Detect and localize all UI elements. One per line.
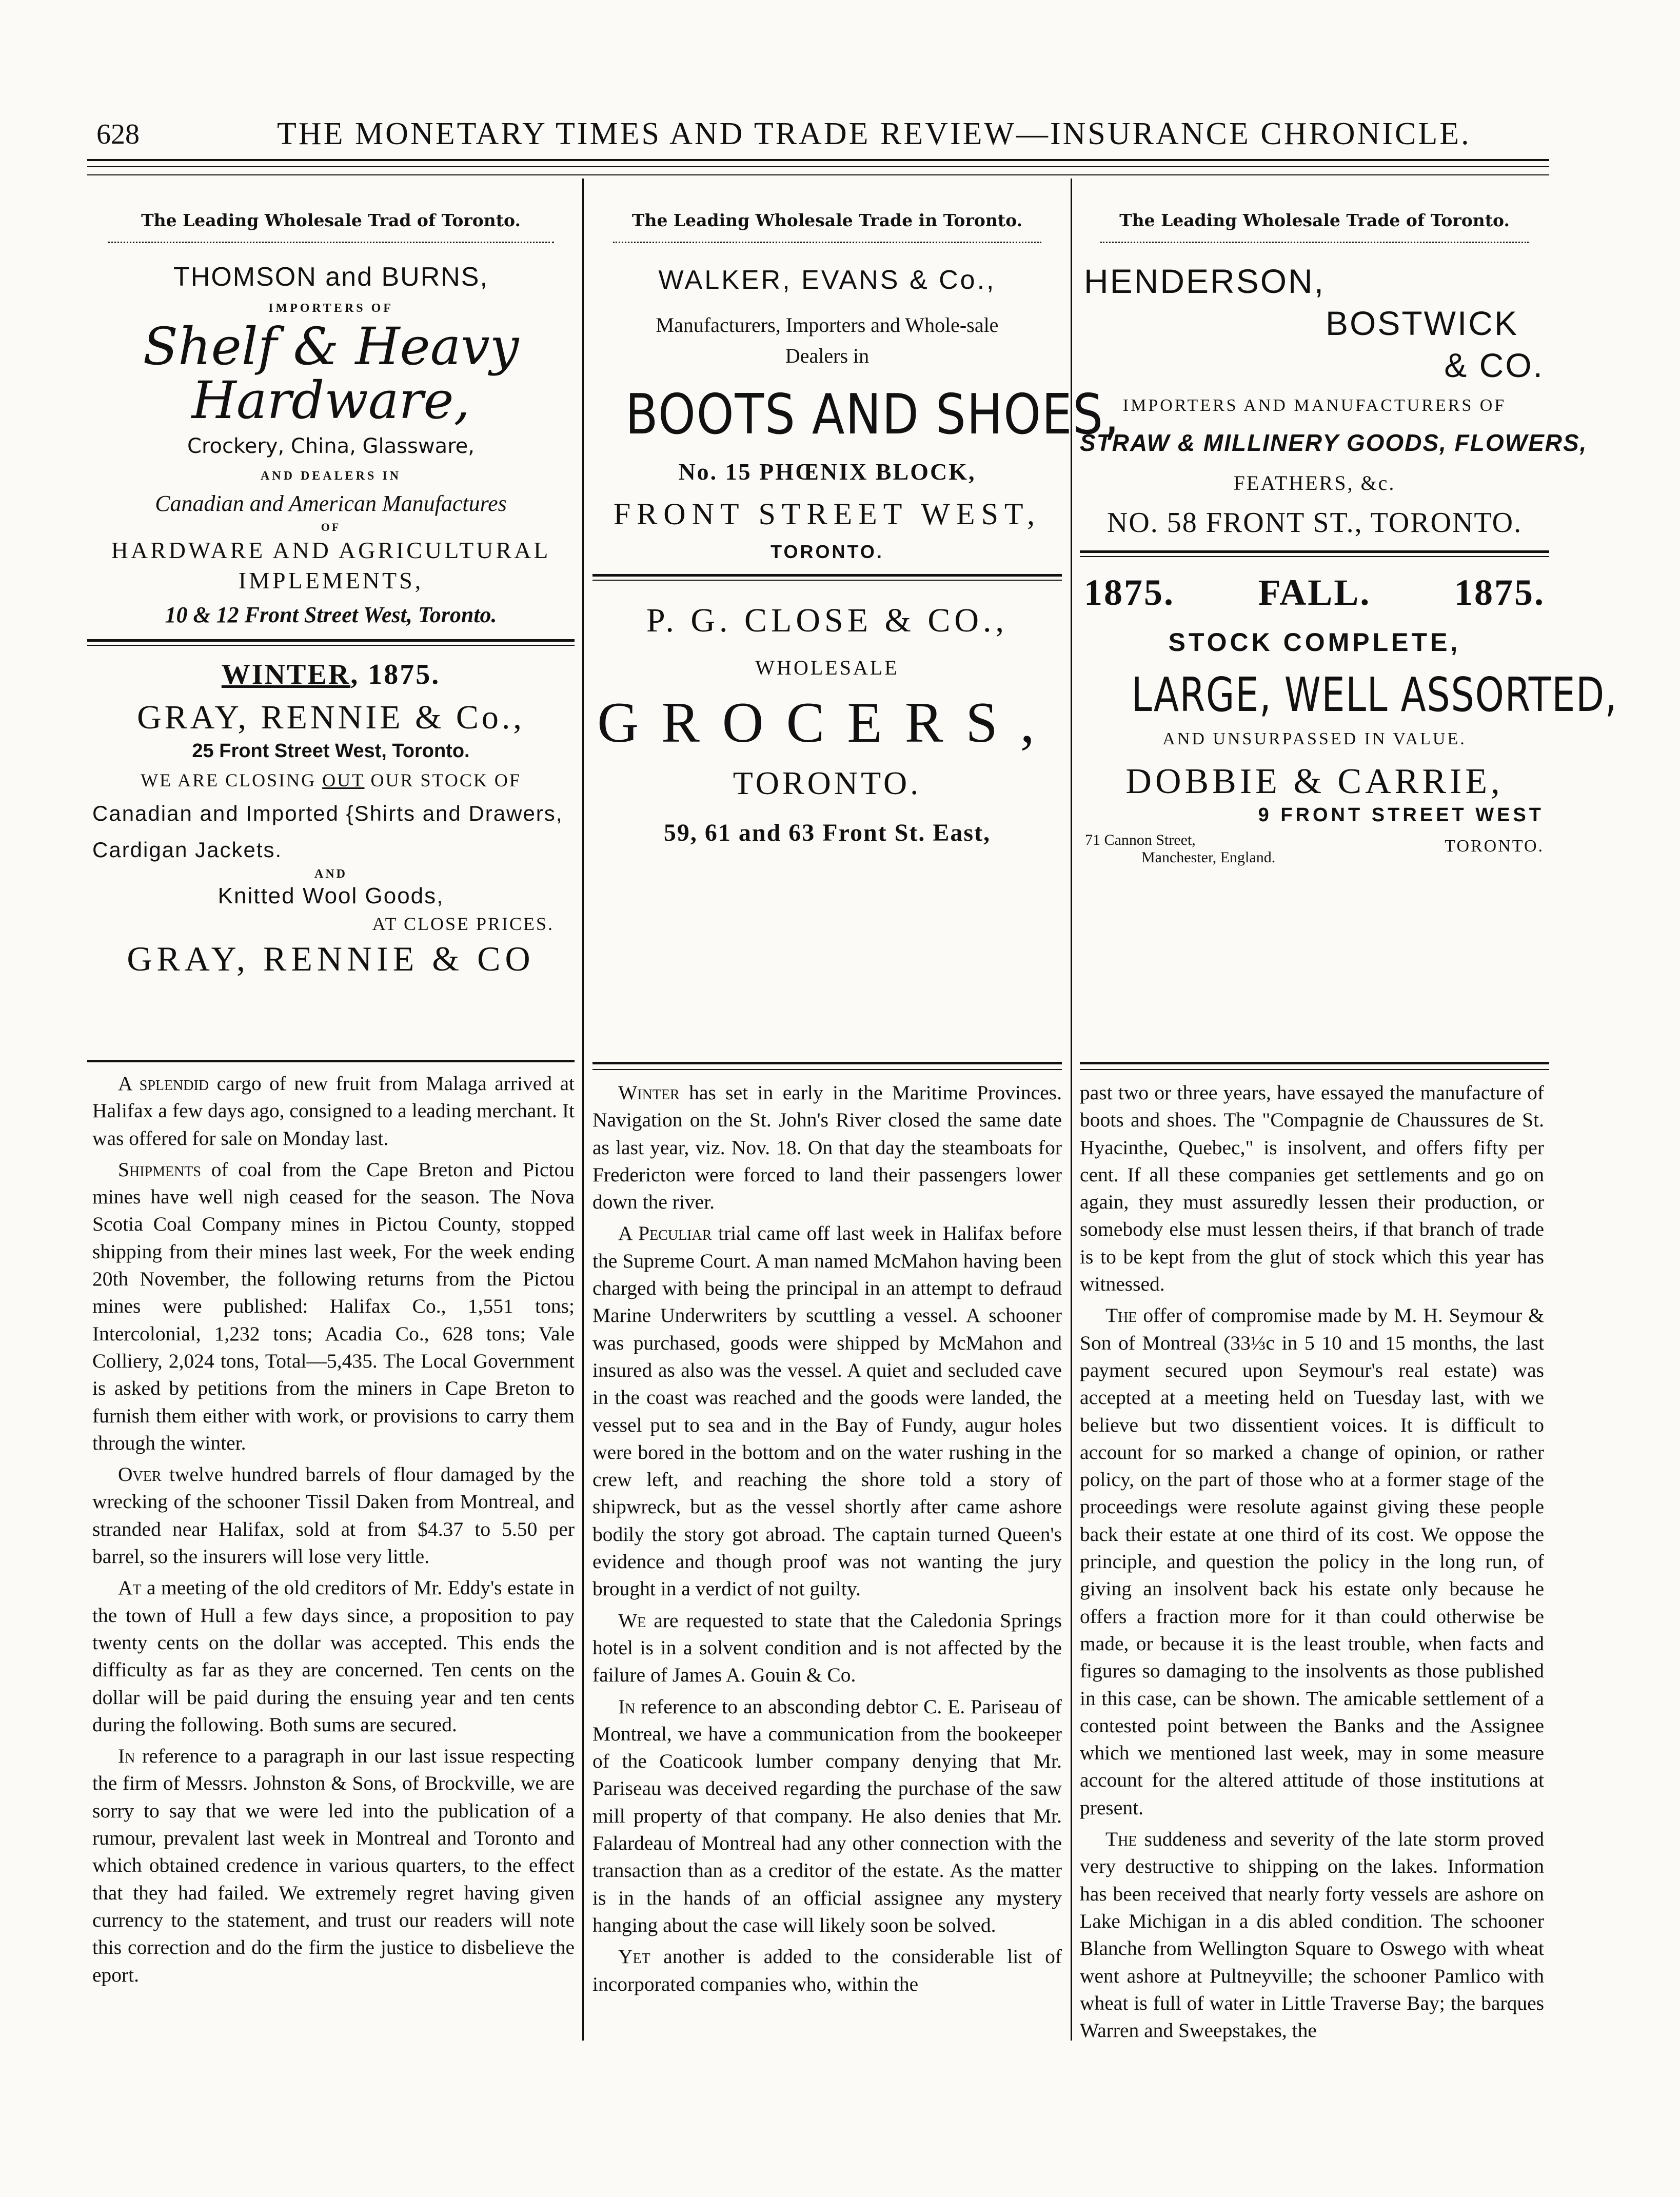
ornamental-rule bbox=[1100, 242, 1529, 243]
ad-headline: Shelf & Heavy Hardware, bbox=[143, 316, 519, 430]
ad-notice-part: WE ARE CLOSING bbox=[141, 770, 323, 791]
ad-divider bbox=[1080, 556, 1549, 557]
paragraph-lead: A splendid bbox=[118, 1072, 209, 1095]
ad-divider bbox=[87, 645, 575, 646]
ad-dobbie-carrie bbox=[1080, 571, 1618, 873]
paragraph-text: cargo of new fruit from Malaga arrived at Halifax a few days ago, consigned to a leading merchant. It was offered for sale on Monday last. bbox=[92, 1072, 575, 1150]
paragraph-text: are requested to state that the Caledonia Springs hotel is in a solvent condition and is not affected by the failure of James A. Gouin & Co. bbox=[592, 1609, 1062, 1687]
ad-subhead: IMPORTERS OF bbox=[268, 302, 393, 315]
paragraph-lead: The bbox=[1105, 1304, 1137, 1327]
ad-subhead: WHOLESALE bbox=[755, 656, 899, 679]
header-rule bbox=[87, 166, 1549, 167]
ad-subhead: AND DEALERS IN bbox=[260, 469, 402, 483]
paragraph-lead: Yet bbox=[618, 1945, 650, 1968]
ad-column-1 bbox=[87, 180, 575, 1062]
news-paragraph bbox=[592, 1079, 1062, 1216]
ad-headline: BOOTS AND SHOES, bbox=[625, 383, 1120, 447]
ad-column-2 bbox=[592, 180, 1120, 1062]
paragraph-lead: In bbox=[118, 1745, 135, 1768]
paragraph-lead: Over bbox=[118, 1463, 162, 1486]
paragraph-text: reference to an absconding debtor C. E. Pariseau of Montreal, we have a communication from the bookeeper of the Coaticook lumber company denying that Mr. Pariseau was deceived regarding the purchase of the saw mill property of that company. He also denies that Mr. Falardeau of Montreal had any other connection with the transaction than as a creditor of the estate. As the matter is in the hands of an official assignee any mystery hanging about the case will likely soon be solved. bbox=[592, 1695, 1062, 1936]
ad-notice bbox=[87, 769, 575, 791]
header-rule bbox=[87, 174, 1549, 175]
ad-goods: Knitted Wool Goods, bbox=[218, 883, 444, 908]
ad-headline: GROCERS, bbox=[597, 691, 1057, 755]
news-column-3 bbox=[1080, 1079, 1544, 2048]
ad-pg-close bbox=[592, 601, 1062, 847]
ad-firm-name: GRAY, RENNIE & CO bbox=[127, 939, 535, 978]
ad-walker-evans bbox=[592, 265, 1120, 563]
paragraph-text: trial came off last week in Halifax before the Supreme Court. A man named McMahon having been charged with being the principal in an attempt to defraud Marine Underwriters by scuttling a vessel. A schooner was purchased, goods were shipped by McMahon and insured as also was the vessel. A quiet and secluded cave in the coast was reached and the goods were landed, the vessel put to sea and in the Bay of Fundy, augur holes were bored in the bottom and on the water rushing in the crew left, and reaching the shore told a story of shipwreck, but as the vessel shortly after came ashore bodily the story got abroad. The captain turned Queen's evidence and though proof was not wanting the jury brought in a verdict of not guilty. bbox=[592, 1222, 1062, 1600]
ad-firm-name: P. G. CLOSE & CO., bbox=[646, 602, 1009, 639]
section-rule bbox=[1080, 1069, 1549, 1070]
paragraph-text: twelve hundred barrels of flour damaged by the wrecking of the schooner Tissil Daken from Montreal, and stranded near Halifax, sold at from $4.37 to 5.50 per barrel, so the insurers will lose very little. bbox=[92, 1463, 575, 1568]
ad-notice-part: OUT bbox=[322, 770, 365, 791]
paragraph-text: offer of compromise made by M. H. Seymour & Son of Montreal (33⅓c in 5 10 and 15 months, the last payment secured upon Seymour's real estate) was accepted at a meeting held on Tuesday last, with we believe but two dissentient voices. It is difficult to account for so marked a change of opinion, or rather policy, on the part of those who at a former stage of the proceedings were resolute against giving these people back their estate at one third of its cost. We oppose the principle, and question the policy in the long run, of giving an insolvent back his estate only because he offers a fraction more for it than could otherwise be made, or because it is the least trouble, when facts and figures so damaging to the insolvents as those published in this case, can be shown. The amicable settlement of a contested point between the Banks and the Assignee which we mentioned last week, may in some measure account for the altered attitude of those institutions at present. bbox=[1080, 1304, 1544, 1819]
ad-notice: AT CLOSE PRICES. bbox=[372, 913, 554, 934]
ad-goods: FEATHERS, &c. bbox=[1233, 471, 1396, 494]
ad-city: TORONTO. bbox=[770, 541, 884, 562]
ad-city: TORONTO. bbox=[1445, 837, 1544, 856]
ad-season: FALL. bbox=[1258, 572, 1371, 613]
ad-goods: Canadian and Imported {Shirts and Drawers, bbox=[92, 801, 563, 826]
ad-divider bbox=[592, 574, 1062, 577]
ad-branch-line: Manchester, England. bbox=[1141, 849, 1276, 866]
ad-headline bbox=[87, 658, 575, 691]
section-rule bbox=[592, 1062, 1062, 1064]
ad-notice-part: OUR STOCK OF bbox=[364, 770, 521, 791]
news-paragraph bbox=[92, 1461, 575, 1570]
page-number: 628 bbox=[96, 118, 140, 150]
ad-address: 9 FRONT STREET WEST bbox=[1258, 804, 1544, 826]
section-rule bbox=[87, 1060, 575, 1062]
ad-subhead: AND UNSURPASSED IN VALUE. bbox=[1162, 729, 1467, 748]
ad-subhead: STOCK COMPLETE, bbox=[1168, 628, 1461, 657]
ad-branch-line: 71 Cannon Street, bbox=[1085, 832, 1196, 848]
paragraph-text: past two or three years, have essayed the manufacture of boots and shoes. The "Compagnie de Chaussures de St. Hyacinthe, Quebec," is insolvent, and offers fifty per cent. If all these companies get settlements and go on again, they must assuredly lessen their production, or somebody else must lessen theirs, if that branch of trade is to be kept from the glut of stock which this year has witnessed. bbox=[1080, 1081, 1544, 1296]
advertisement-area bbox=[87, 180, 1618, 1062]
paragraph-text: has set in early in the Maritime Provinces. Navigation on the St. John's River closed the same date as last year, viz. Nov. 18. On that day the steamboats for Fredericton were forced to land their passengers lower down the river. bbox=[592, 1081, 1062, 1214]
ad-subhead: AND bbox=[314, 867, 347, 881]
ad-headline-part: WINTER bbox=[221, 659, 351, 691]
news-paragraph bbox=[1080, 1079, 1544, 1298]
ad-address: FRONT STREET WEST, bbox=[613, 497, 1041, 531]
news-paragraph bbox=[92, 1156, 575, 1457]
news-paragraph bbox=[592, 1220, 1062, 1602]
running-title: THE MONETARY TIMES AND TRADE REVIEW—INSURANCE CHRONICLE. bbox=[277, 116, 1471, 151]
ad-goods: HARDWARE AND AGRICULTURAL bbox=[111, 537, 551, 563]
ad-address: NO. 58 FRONT ST., TORONTO. bbox=[1106, 507, 1523, 539]
ornamental-rule bbox=[108, 242, 554, 243]
paragraph-text: a meeting of the old creditors of Mr. Eddy's estate in the town of Hull a few days since, a proposition to pay twenty cents on the dollar was accepted. This ends the difficulty as far as they are concerned. Ten cents on the dollar will be paid during the ensuing year and ten cents during the following. Both sums are secured. bbox=[92, 1576, 575, 1736]
news-paragraph bbox=[592, 1943, 1062, 1998]
ad-subhead: IMPORTERS AND MANUFACTURERS OF bbox=[1122, 396, 1507, 415]
ad-goods: Crockery, China, Glassware, bbox=[187, 434, 475, 458]
ad-description: Manufacturers, Importers and Whole-sale Dealers in bbox=[656, 313, 999, 367]
ad-headline-part: , 1875. bbox=[350, 659, 441, 691]
paragraph-text: suddeness and severity of the late storm proved very destructive to shipping on the lakes. Information has been received that nearly forty vessels are ashore on Lake Michigan in a dis abled condition. The schooner Blanche from Wellington Square to Oswego with wheat went ashore at Pultneyville; the schooner Pamlico with wheat is full of water in Little Traverse Bay; the barques Warren and Sweepstakes, the bbox=[1080, 1828, 1544, 2042]
news-paragraph bbox=[1080, 1826, 1544, 2044]
news-paragraph bbox=[92, 1743, 575, 1989]
news-paragraph bbox=[592, 1693, 1062, 1939]
paragraph-lead: We bbox=[618, 1609, 646, 1632]
paragraph-lead: Winter bbox=[618, 1081, 680, 1104]
ad-address: 59, 61 and 63 Front St. East, bbox=[663, 819, 991, 846]
ad-firm-name: DOBBIE & CARRIE, bbox=[1125, 762, 1504, 801]
ad-thomson-burns bbox=[87, 262, 575, 628]
ad-firm-name: BOSTWICK bbox=[1325, 304, 1518, 342]
ad-branch-addresses bbox=[1080, 832, 1549, 873]
paragraph-text: reference to a paragraph in our last issue respecting the firm of Messrs. Johnston & Sons, of Brockville, we are sorry to say that we were led into the publication of a rumour, prevalent last week in Montreal and Toronto and which obtained credence in various quarters, to the effect that they had failed. We extremely regret having given currency to the statement, and trust our readers will note this correction and do the firm the justice to disbelieve the eport. bbox=[92, 1745, 575, 1986]
paragraph-lead: Shipments bbox=[118, 1158, 201, 1181]
ad-headline: STRAW & MILLINERY GOODS, FLOWERS, bbox=[1080, 429, 1588, 456]
ad-gray-rennie bbox=[87, 658, 575, 979]
ad-year: 1875. bbox=[1454, 572, 1545, 613]
news-paragraph bbox=[592, 1607, 1062, 1689]
news-paragraph bbox=[1080, 1302, 1544, 1822]
news-column-1 bbox=[92, 1070, 575, 1993]
paragraph-lead: In bbox=[618, 1695, 636, 1718]
ad-goods: IMPLEMENTS, bbox=[238, 567, 424, 594]
ad-address: No. 15 PHŒNIX BLOCK, bbox=[678, 459, 976, 485]
ad-firm-name: WALKER, EVANS & Co., bbox=[658, 265, 996, 295]
paragraph-lead: The bbox=[1105, 1828, 1137, 1851]
ad-divider bbox=[87, 639, 575, 642]
ad-address: 10 & 12 Front Street West, Toronto. bbox=[165, 602, 497, 628]
ad-firm-name: & CO. bbox=[1444, 346, 1544, 384]
ad-column-3 bbox=[1080, 180, 1618, 1062]
column-heading: The Leading Wholesale Trade in Toronto. bbox=[631, 210, 1023, 230]
paragraph-text: of coal from the Cape Breton and Pictou mines have well nigh ceased for the season. The Nova Scotia Coal Company mines in Pictou County, stopped shipping from their mines last week, For the week ending 20th November, the following returns from the Pictou mines were published: Halifax Co., 1,551 tons; Intercolonial, 1,232 tons; Acadia Co., 628 tons; Vale Colliery, 2,024 tons, Total—5,435. The Local Government is asked by petitions from the miners in Cape Breton to furnish them either with work, or provisions to carry them through the winter. bbox=[92, 1158, 575, 1454]
header-rule bbox=[87, 159, 1549, 161]
ad-firm-name: HENDERSON, bbox=[1084, 262, 1326, 300]
news-column-2 bbox=[592, 1079, 1062, 2002]
paragraph-lead: A Peculiar bbox=[618, 1222, 712, 1245]
ad-divider bbox=[1080, 550, 1549, 553]
paragraph-text: another is added to the considerable list of incorporated companies who, within the bbox=[592, 1945, 1062, 1995]
ad-firm-name: GRAY, RENNIE & Co., bbox=[137, 699, 525, 737]
section-rule bbox=[1080, 1062, 1549, 1064]
news-paragraph bbox=[92, 1070, 575, 1152]
news-paragraph bbox=[92, 1574, 575, 1738]
ornamental-rule bbox=[613, 242, 1041, 243]
ad-headline: LARGE, WELL ASSORTED, bbox=[1131, 667, 1618, 722]
ad-subhead: OF bbox=[321, 521, 341, 533]
ad-year: 1875. bbox=[1084, 572, 1175, 613]
ad-city: TORONTO. bbox=[733, 765, 922, 801]
ad-headline bbox=[1080, 571, 1549, 614]
ad-henderson-bostwick bbox=[1080, 262, 1588, 539]
column-heading: The Leading Wholesale Trad of Toronto. bbox=[141, 210, 521, 230]
ad-goods: Canadian and American Manufactures bbox=[155, 491, 507, 516]
ad-firm-name: THOMSON and BURNS, bbox=[173, 262, 488, 292]
ad-address: 25 Front Street West, Toronto. bbox=[192, 740, 470, 762]
ad-divider bbox=[592, 580, 1062, 581]
ad-goods: Cardigan Jackets. bbox=[92, 837, 283, 862]
column-heading: The Leading Wholesale Trade of Toronto. bbox=[1119, 210, 1510, 230]
section-rule bbox=[592, 1069, 1062, 1070]
newspaper-page bbox=[87, 103, 1618, 2154]
paragraph-lead: At bbox=[118, 1576, 142, 1599]
